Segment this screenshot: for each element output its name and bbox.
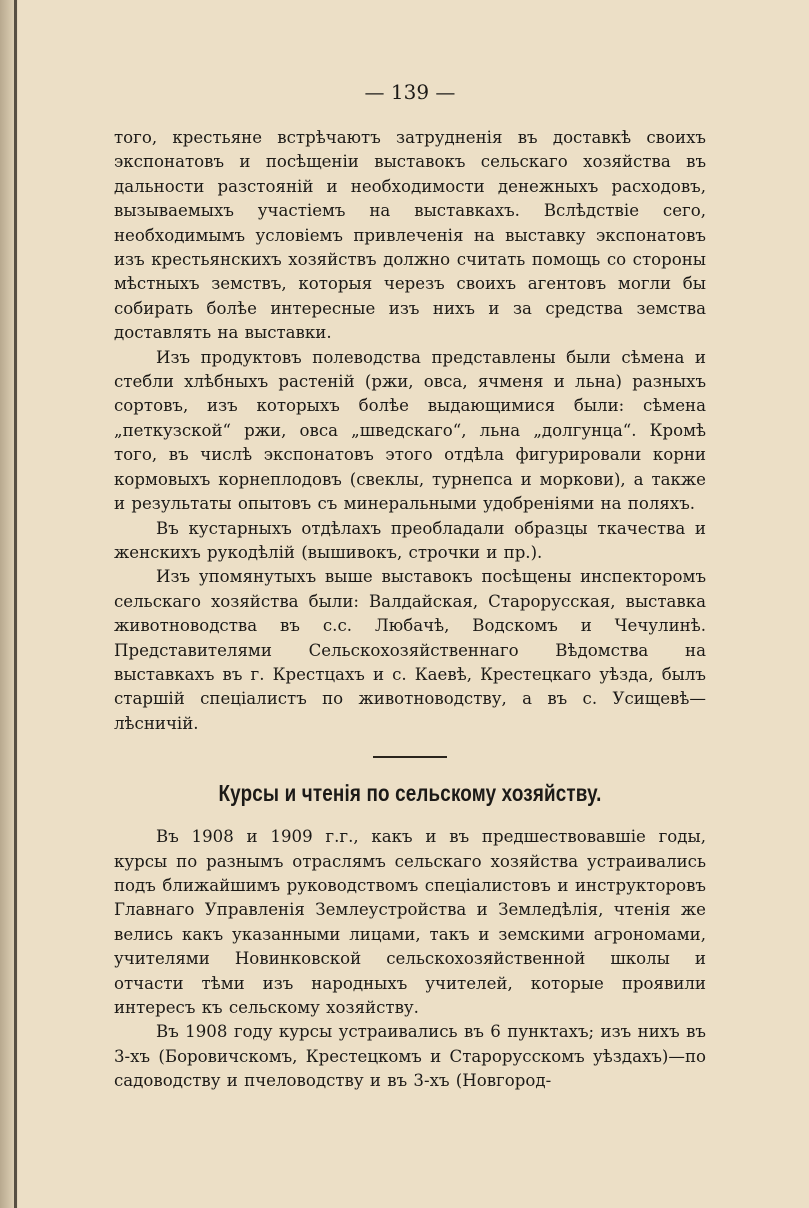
binding-edge-line — [14, 0, 17, 1208]
paragraph-handicraft: Въ кустарныхъ отдѣлахъ преобладали образцы ткачества и женскихъ рукодѣлій (вышивокъ, строчки и пр.). — [114, 518, 706, 562]
paragraph-field-products: Изъ продуктовъ полеводства представлены были сѣмена и стебли хлѣбныхъ растеній (ржи, овса, ячменя и льна) разныхъ сортовъ, изъ которыхъ болѣе выдающимися были: сѣмена „петкузской“ ржи, овса „шведскаго“, льна „долгунца“. Кромѣ того, въ числѣ экспонатовъ этого отдѣла фигурировали корни кормовыхъ корнеплодовъ (свеклы, турнепса и моркови), а также и результаты опытовъ съ минеральными удобреніями на поляхъ. — [114, 347, 706, 514]
paragraph-courses-1908-1909: Въ 1908 и 1909 г.г., какъ и въ предшествовавшіе годы, курсы по разнымъ отраслямъ сельскаго хозяйства устраивались подъ ближайшимъ руководствомъ спеціалистовъ и инструкторовъ Главнаго Управленія Землеустройства и Земледѣлія, чтенія же велись какъ указанными лицами, такъ и земскими агрономами, учителями Новинковской сельскохозяйственной школы и отчасти тѣми изъ народныхъ учителей, которые проявили интересъ къ сельскому хозяйству. — [114, 827, 706, 1017]
paragraph-visited-exhibitions: Изъ упомянутыхъ выше выставокъ посѣщены инспекторомъ сельскаго хозяйства были: Валдайская, Старорусская, выставка животноводства въ с.с. Любачѣ, Водскомъ и Чечулинѣ. Представителями Сельскохозяйственнаго Вѣдомства на выставкахъ въ г. Крестцахъ и с. Каевѣ, Крестецкаго уѣзда, былъ старшій спеціалистъ по животноводству, а въ с. Усищевѣ—лѣсничій. — [114, 567, 706, 733]
paragraph-continuation: того, крестьяне встрѣчаютъ затрудненія въ доставкѣ своихъ экспонатовъ и посѣщеніи выставокъ сельскаго хозяйства въ дальности разстояній и необходимости денежныхъ расходовъ, вызываемыхъ участіемъ на выставкахъ. Вслѣдствіе сего, необходимымъ условіемъ привлеченія на выставку экспонатовъ изъ крестьянскихъ хозяйствъ должно считать помощь со стороны мѣстныхъ земствъ, которыя черезъ своихъ агентовъ могли бы собирать болѣе интересные изъ нихъ и за средства земства доставлять на выставки. — [114, 128, 706, 343]
page-number: — 139 — — [364, 80, 456, 104]
book-page — [114, 80, 706, 1094]
section-divider — [373, 756, 447, 758]
section-heading: Курсы и чтенія по сельскому хозяйству. — [218, 780, 602, 807]
paragraph-courses-1908: Въ 1908 году курсы устраивались въ 6 пунктахъ; изъ нихъ въ 3-хъ (Боровичскомъ, Крестецкомъ и Старорусскомъ уѣздахъ)—по садоводству и пчеловодству и въ 3-хъ (Новгород- — [114, 1022, 706, 1091]
